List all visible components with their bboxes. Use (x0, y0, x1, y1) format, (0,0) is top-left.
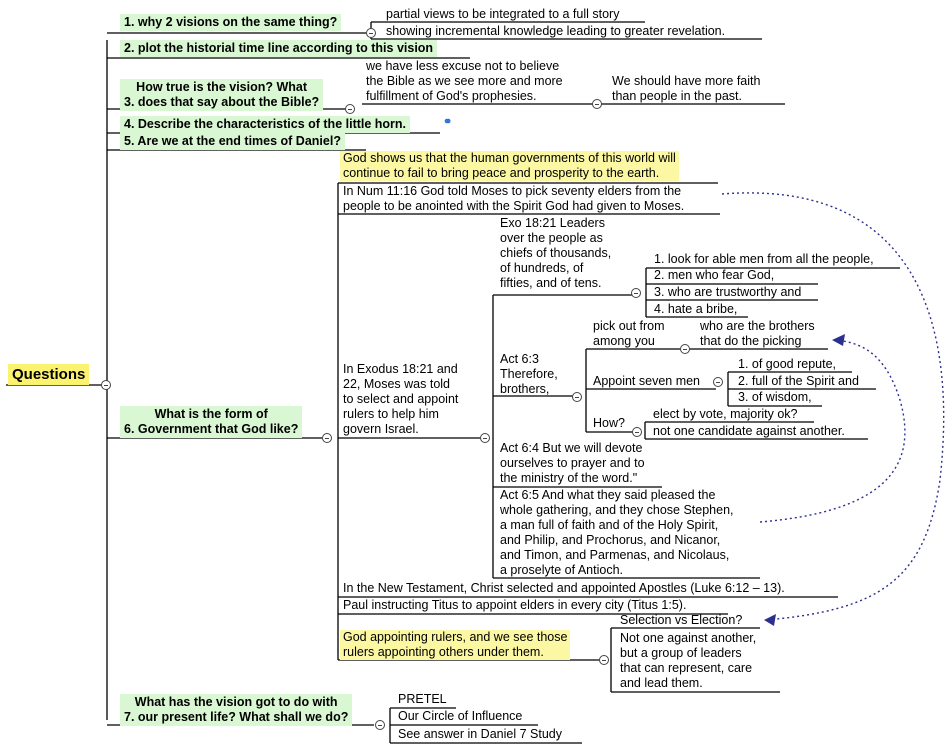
note-line: rulers to help him (343, 407, 439, 421)
note-line: God appointing rulers, and we see those (343, 630, 568, 644)
collapse-exo-icon[interactable] (631, 288, 641, 298)
act-6-3-note[interactable] (500, 352, 558, 397)
collapse-exodus-icon[interactable] (480, 433, 490, 443)
collapse-q7-icon[interactable] (375, 720, 385, 730)
question-7-line-1: What has the vision got to do with (134, 695, 338, 709)
appoint-item-2[interactable]: 2. full of the Spirit and (738, 374, 859, 388)
collapse-how-icon[interactable] (632, 427, 642, 437)
question-7[interactable] (120, 694, 352, 726)
note-line: Act 6:3 (500, 352, 539, 366)
q6-governments-note[interactable] (340, 151, 679, 181)
note-line: Act 6:4 But we will devote (500, 441, 643, 455)
note-line: a man full of faith and of the Holy Spirit, (500, 518, 719, 532)
q1-answer-1[interactable]: partial views to be integrated to a full story (386, 7, 620, 21)
pick-out-note[interactable] (593, 319, 665, 349)
q3-answer-line: we have less excuse not to believe (366, 59, 560, 73)
note-line: whole gathering, and they chose Stephen, (500, 503, 734, 517)
note-line: people to be anointed with the Spirit God had given to Moses. (343, 199, 685, 213)
new-testament-note[interactable]: In the New Testament, Christ selected and appointed Apostles (Luke 6:12 – 13). (343, 581, 785, 595)
note-line: Act 6:5 And what they said pleased the (500, 488, 716, 502)
brothers-note[interactable] (700, 319, 815, 349)
question-6[interactable] (120, 406, 302, 438)
note-line: continue to fail to bring peace and prosperity to the earth. (343, 166, 660, 180)
note-line: who are the brothers (700, 319, 815, 333)
note-line: over the people as (500, 231, 603, 245)
note-line: and Timon, and Parmenas, and Nicolaus, (500, 548, 730, 562)
how-item-2[interactable]: not one candidate against another. (653, 424, 845, 438)
selection-election-note[interactable]: Selection vs Election? (620, 613, 743, 627)
note-line: In Exodus 18:21 and (343, 362, 458, 376)
note-line: 22, Moses was told (343, 377, 450, 391)
appointing-rulers-note[interactable] (340, 630, 570, 660)
act-6-5-note[interactable] (500, 488, 734, 578)
act-6-4-note[interactable] (500, 441, 645, 486)
note-line: but a group of leaders (620, 646, 742, 660)
collapse-act63-icon[interactable] (572, 392, 582, 402)
q3-answer[interactable] (366, 59, 563, 104)
collapse-pick-icon[interactable] (680, 344, 690, 354)
collapse-q3-answer-icon[interactable] (592, 99, 602, 109)
note-line: govern Israel. (343, 422, 419, 436)
q7-item-pretel[interactable]: PRETEL (398, 692, 447, 706)
collapse-appointing-icon[interactable] (599, 655, 609, 665)
note-line: that do the picking (700, 334, 802, 348)
note-line: pick out from (593, 319, 665, 333)
note-line: rulers appointing others under them. (343, 645, 544, 659)
question-3-line-2: 3. does that say about the Bible? (124, 95, 320, 109)
note-line: Not one against another, (620, 631, 757, 645)
note-line: and lead them. (620, 676, 703, 690)
q7-item-daniel[interactable]: See answer in Daniel 7 Study (398, 727, 562, 741)
exo-18-21-note[interactable] (500, 216, 611, 291)
exo-item-1[interactable]: 1. look for able men from all the people, (654, 252, 874, 266)
note-line: among you (593, 334, 655, 348)
titus-note[interactable]: Paul instructing Titus to appoint elders in every city (Titus 1:5). (343, 598, 687, 612)
link-icon[interactable]: ⚭ (443, 116, 453, 128)
collapse-q6-icon[interactable] (322, 433, 332, 443)
collapse-q1-icon[interactable] (366, 28, 376, 38)
q3-faith-line: We should have more faith (612, 74, 761, 88)
q3-faith-line: than people in the past. (612, 89, 742, 103)
note-line: fifties, and of tens. (500, 276, 602, 290)
note-line: In Num 11:16 God told Moses to pick seventy elders from the (343, 184, 682, 198)
note-line: ourselves to prayer and to (500, 456, 645, 470)
note-line: the ministry of the word." (500, 471, 638, 485)
exo-item-2[interactable]: 2. men who fear God, (654, 268, 775, 282)
collapse-q3-icon[interactable] (345, 104, 355, 114)
q1-answer-2[interactable]: showing incremental knowledge leading to greater revelation. (386, 24, 726, 38)
q3-answer-line: the Bible as we see more and more (366, 74, 563, 88)
appoint-item-1[interactable]: 1. of good repute, (738, 357, 836, 371)
note-line: chiefs of thousands, (500, 246, 612, 260)
note-line: Therefore, (500, 367, 558, 381)
note-line: Exo 18:21 Leaders (500, 216, 605, 230)
not-one-note[interactable] (620, 631, 756, 691)
q7-item-circle[interactable]: Our Circle of Influence (398, 709, 523, 723)
question-3[interactable] (120, 79, 323, 111)
note-line: that can represent, care (620, 661, 753, 675)
root-topic[interactable]: Questions (8, 364, 89, 385)
how-item-1[interactable]: elect by vote, majority ok? (653, 407, 798, 421)
collapse-appoint-icon[interactable] (713, 377, 723, 387)
appoint-seven-note[interactable]: Appoint seven men (593, 374, 701, 388)
collapse-root-icon[interactable] (101, 380, 111, 390)
q6-exodus-note[interactable] (343, 362, 458, 437)
question-5[interactable]: 5. Are we at the end times of Daniel? (120, 133, 345, 150)
note-line: and Philip, and Prochorus, and Nicanor, (500, 533, 721, 547)
question-3-line-1: How true is the vision? What (136, 80, 308, 94)
question-4[interactable]: 4. Describe the characteristics of the little horn. (120, 116, 410, 133)
note-line: brothers, (500, 382, 550, 396)
how-note[interactable]: How? (593, 416, 625, 430)
note-line: a proselyte of Antioch. (500, 563, 623, 577)
question-2[interactable]: 2. plot the historial time line according to this vision (120, 40, 437, 57)
note-line: God shows us that the human governments of this world will (343, 151, 676, 165)
q3-faith-note[interactable] (612, 74, 760, 104)
question-1[interactable]: 1. why 2 visions on the same thing? (120, 14, 341, 31)
question-6-line-1: What is the form of (154, 407, 268, 421)
q6-num-note[interactable] (343, 184, 684, 214)
appoint-item-3[interactable]: 3. of wisdom, (738, 390, 812, 404)
q3-answer-line: fulfillment of God's prophesies. (366, 89, 537, 103)
question-6-line-2: 6. Government that God like? (124, 422, 299, 436)
note-line: to select and appoint (343, 392, 459, 406)
exo-item-3[interactable]: 3. who are trustworthy and (654, 285, 802, 299)
question-7-line-2: 7. our present life? What shall we do? (124, 710, 349, 724)
note-line: of hundreds, of (500, 261, 584, 275)
exo-item-4[interactable]: 4. hate a bribe, (654, 302, 738, 316)
